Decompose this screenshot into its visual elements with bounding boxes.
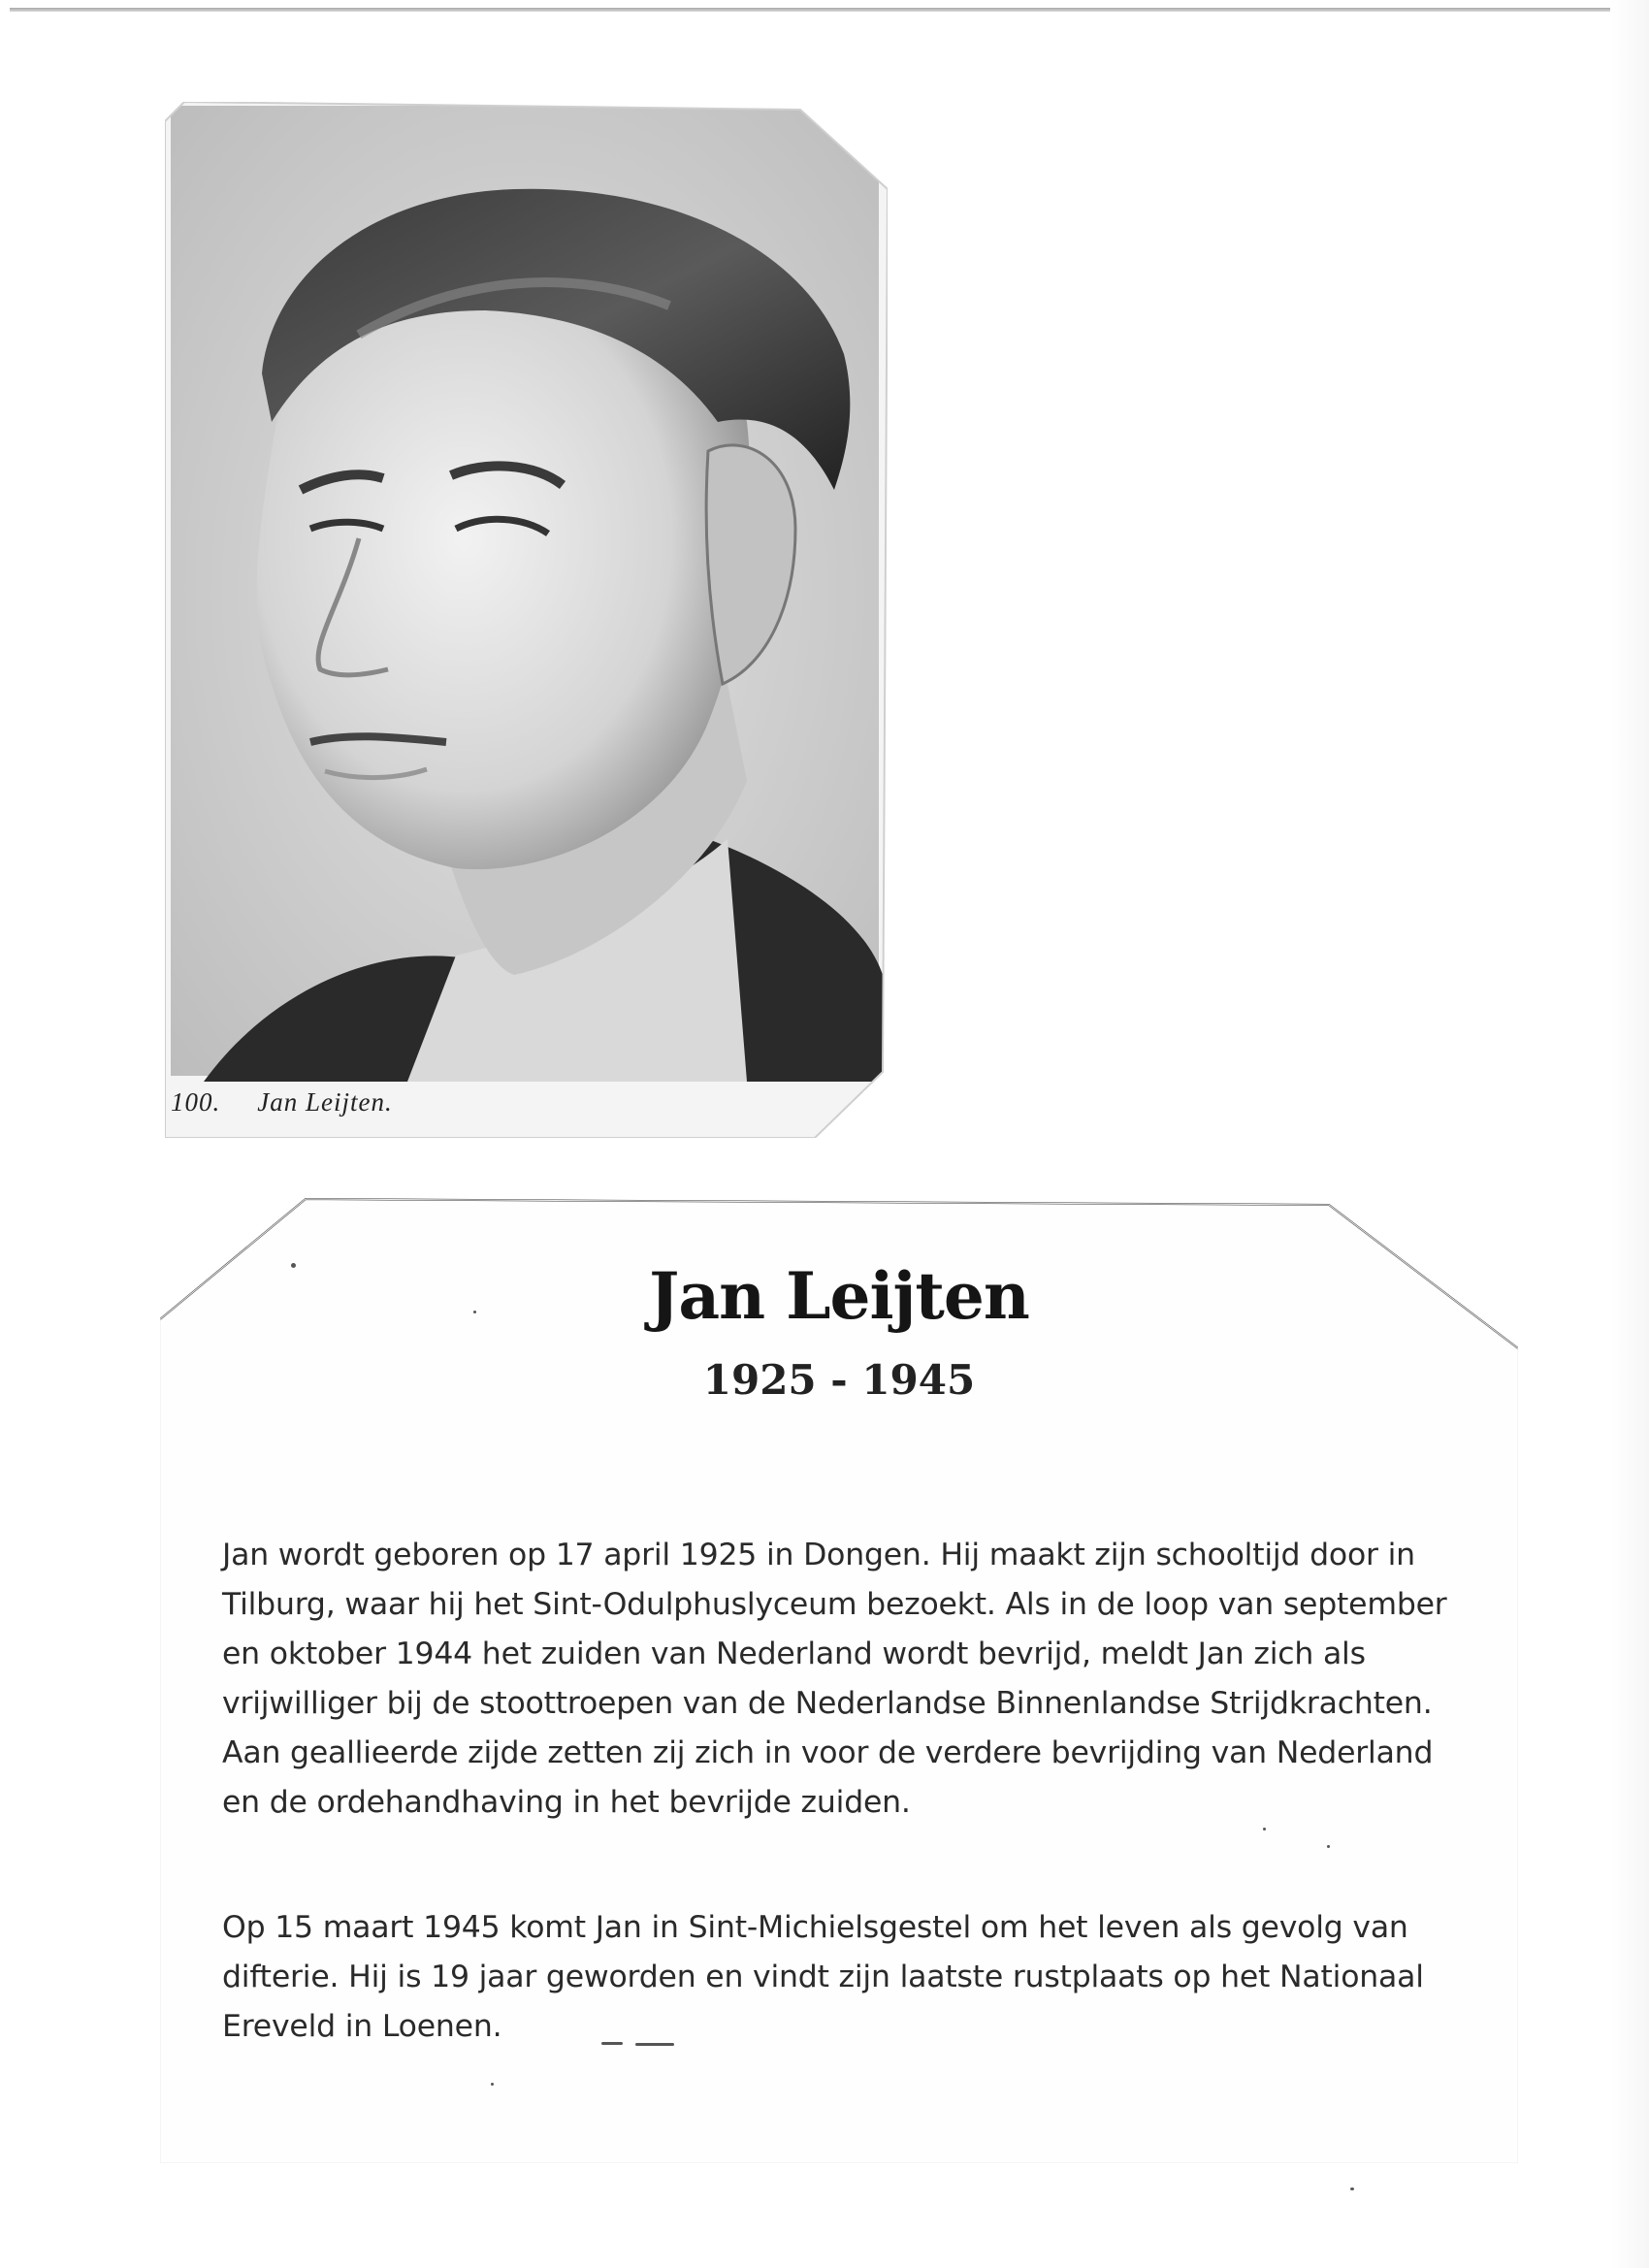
biography-paragraph: Jan wordt geboren op 17 april 1925 in Dongen. Hij maakt zijn schooltijd door in Tilburg, waar hij het Sint-Odulphuslyceum bezoekt. Als in de loop van september en oktober 1944 het zuiden van Nederland wordt bevrijd, meldt Jan zich als vrijwilliger bij de stoottroepen van de Nederlandse Binnenlandse Strijdkrachten. Aan geallieerde zijde zetten zij zich in voor de verdere bevrijding van Nederland en de ordehandhaving in het bevrijde zuiden. [222,1538,1447,1820]
dust-speck [1350,2187,1354,2190]
person-name-title: Jan Leijten [649,1258,1029,1334]
caption-name: Jan Leijten. [257,1087,393,1117]
dust-speck [635,2043,674,2046]
dust-speck [291,1263,296,1268]
dust-speck [1263,1828,1266,1831]
dust-speck [491,2083,494,2086]
biography-paragraph: Op 15 maart 1945 komt Jan in Sint-Michielsgestel om het leven als gevolg van difterie. Hij is 19 jaar geworden en vindt zijn laatste rustplaats op het Nationaal Ereveld in Loenen. [222,1910,1424,2044]
caption-number: 100. [171,1087,221,1117]
dust-speck [1327,1845,1330,1848]
scan-edge [10,8,1610,12]
portrait-photo [165,102,888,1138]
dust-speck [601,2042,623,2045]
photo-caption [171,1087,393,1118]
dust-speck [473,1311,476,1313]
biography-card [160,1193,1518,2163]
life-years: 1925 - 1945 [702,1356,976,1404]
scan-shadow [1610,0,1649,2268]
